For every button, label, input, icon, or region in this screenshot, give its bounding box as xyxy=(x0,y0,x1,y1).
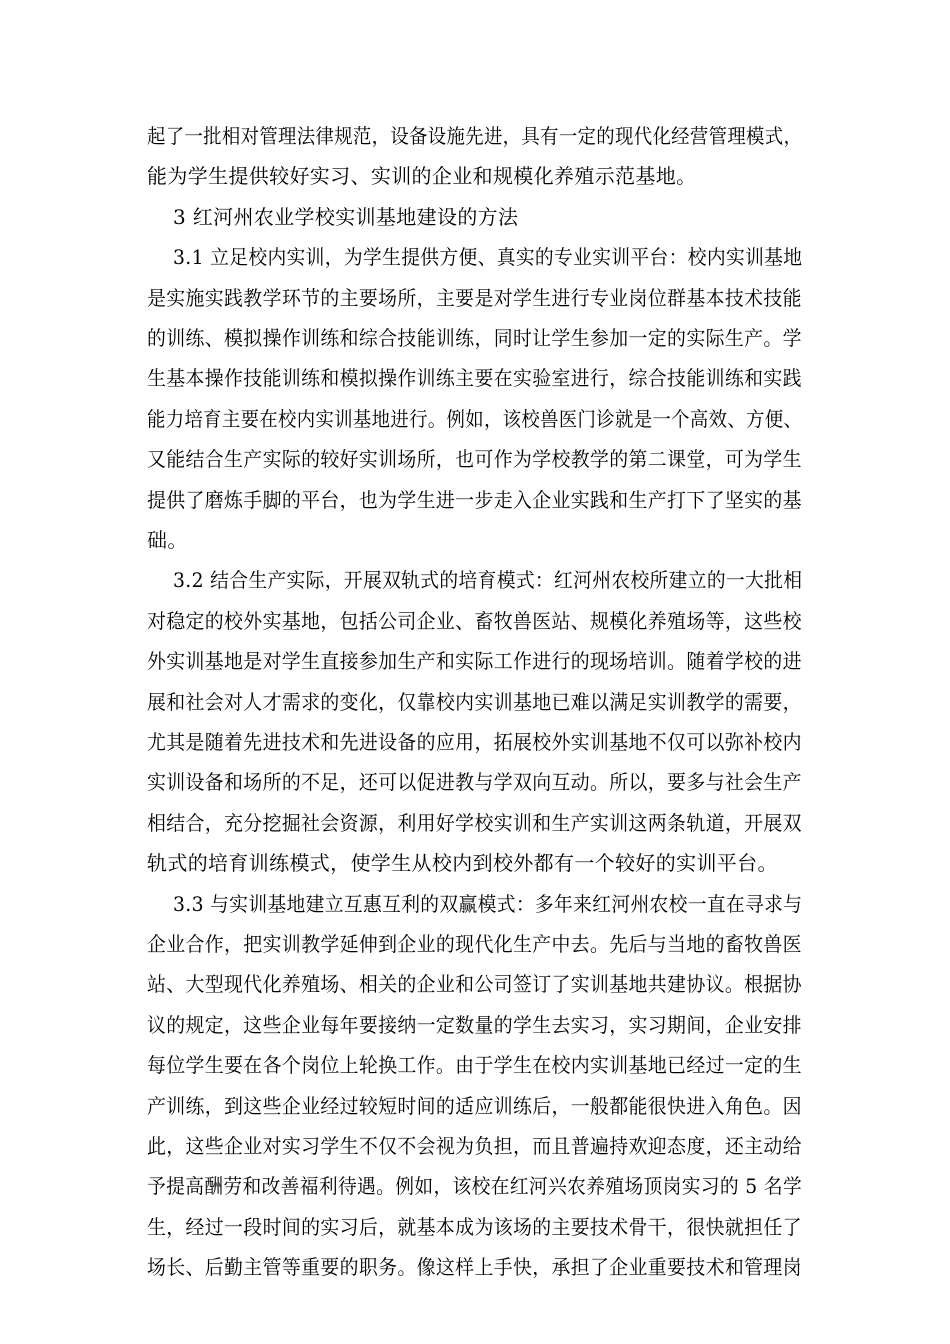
text-line: 3.2 结合生产实际，开展双轨式的培育模式：红河州农校所建立的一大批相 xyxy=(173,568,803,593)
text-line: 生基本操作技能训练和模拟操作训练主要在实验室进行，综合技能训练和实践 xyxy=(147,366,802,391)
text-line: 3.3 与实训基地建立互惠互利的双赢模式：多年来红河州农校一直在寻求与 xyxy=(173,891,803,916)
text-line: 又能结合生产实际的较好实训场所，也可作为学校教学的第二课堂，可为学生 xyxy=(147,447,802,472)
text-line: 外实训基地是对学生直接参加生产和实际工作进行的现场培训。随着学校的进 xyxy=(147,649,802,674)
text-line: 3 红河州农业学校实训基地建设的方法 xyxy=(173,204,519,229)
text-line: 相结合，充分挖掘社会资源，利用好学校实训和生产实训这两条轨道，开展双 xyxy=(147,810,802,835)
text-line: 是实施实践教学环节的主要场所，主要是对学生进行专业岗位群基本技术技能 xyxy=(147,285,802,310)
text-line: 企业合作，把实训教学延伸到企业的现代化生产中去。先后与当地的畜牧兽医 xyxy=(147,932,802,956)
text-line: 的训练、模拟操作训练和综合技能训练，同时让学生参加一定的实际生产。学 xyxy=(147,326,802,350)
text-line: 予提高酬劳和改善福利待遇。例如，该校在红河兴农养殖场顶岗实习的 5 名学 xyxy=(147,1174,803,1199)
text-line: 实训设备和场所的不足，还可以促进教与学双向互动。所以，要多与社会生产 xyxy=(147,770,802,795)
text-line: 产训练，到这些企业经过较短时间的适应训练后，一般都能很快进入角色。因 xyxy=(147,1093,802,1118)
text-line: 场长、后勤主管等重要的职务。像这样上手快，承担了企业重要技术和管理岗 xyxy=(147,1255,802,1280)
text-line: 生，经过一段时间的实习后，就基本成为该场的主要技术骨干，很快就担任了 xyxy=(147,1214,802,1239)
text-line: 尤其是随着先进技术和先进设备的应用，拓展校外实训基地不仅可以弥补校内 xyxy=(147,730,802,754)
text-line: 对稳定的校外实基地，包括公司企业、畜牧兽医站、规模化养殖场等，这些校 xyxy=(147,608,802,633)
text-line: 站、大型现代化养殖场、相关的企业和公司签订了实训基地共建协议。根据协 xyxy=(147,972,802,997)
text-line: 提供了磨炼手脚的平台，也为学生进一步走入企业实践和生产打下了坚实的基 xyxy=(147,487,802,512)
text-line: 展和社会对人才需求的变化，仅靠校内实训基地已难以满足实训教学的需要， xyxy=(147,689,802,714)
text-line: 起了一批相对管理法律规范，设备设施先进，具有一定的现代化经营管理模式， xyxy=(147,124,803,148)
text-line: 轨式的培育训练模式，使学生从校内到校外都有一个较好的实训平台。 xyxy=(147,851,778,876)
text-line: 能力培育主要在校内实训基地进行。例如，该校兽医门诊就是一个高效、方便、 xyxy=(147,406,803,431)
text-line: 每位学生要在各个岗位上轮换工作。由于学生在校内实训基地已经过一定的生 xyxy=(147,1053,802,1078)
text-line: 此，这些企业对实习学生不仅不会视为负担，而且普遍持欢迎态度，还主动给 xyxy=(147,1134,802,1158)
text-line: 3.1 立足校内实训，为学生提供方便、真实的专业实训平台：校内实训基地 xyxy=(173,245,803,270)
text-line: 础。 xyxy=(147,528,188,552)
text-line: 能为学生提供较好实习、实训的企业和规模化养殖示范基地。 xyxy=(147,164,697,189)
text-line: 议的规定，这些企业每年要接纳一定数量的学生去实习，实习期间，企业安排 xyxy=(147,1012,802,1037)
